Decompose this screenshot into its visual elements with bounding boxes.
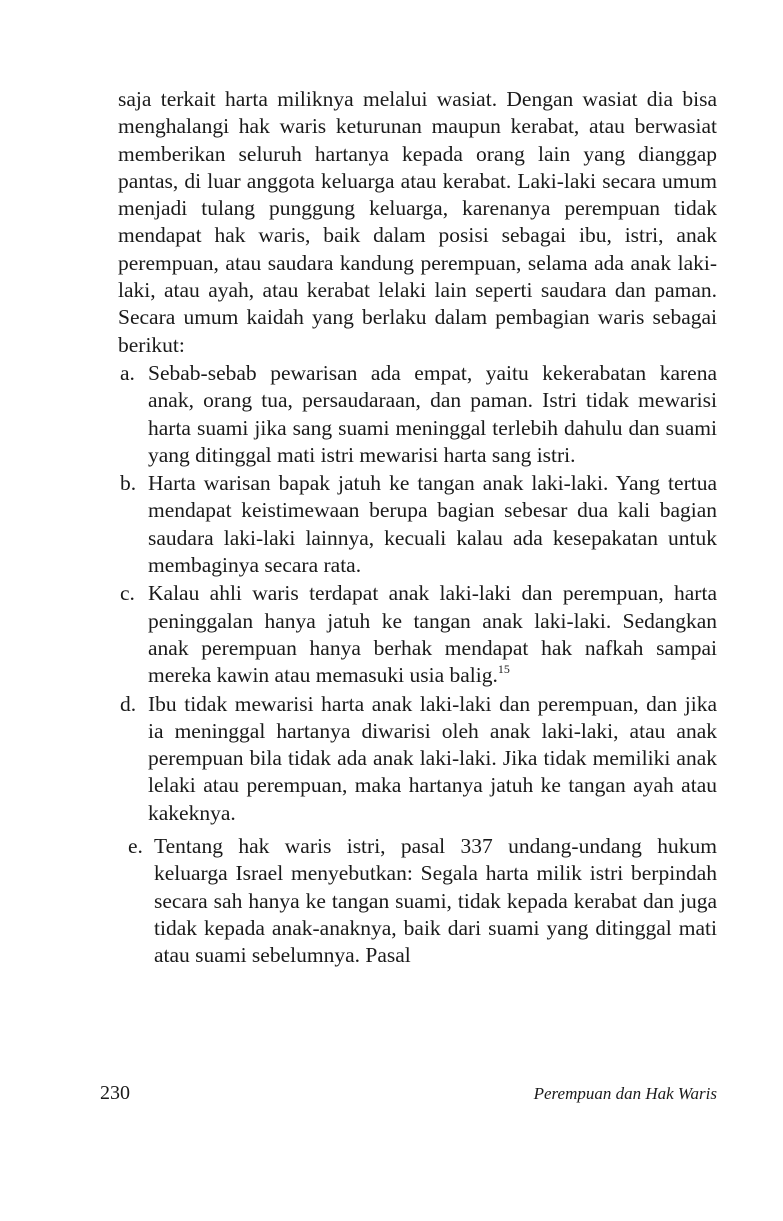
page-number: 230 — [100, 1082, 130, 1104]
list-marker: e. — [128, 834, 143, 859]
list-marker: d. — [120, 691, 137, 716]
list-item-text: Sebab-sebab pewarisan ada empat, yaitu kekerabatan karena anak, orang tua, persaudaraan, dan paman. Istri tidak mewarisi harta suami jika sang suami meninggal terlebih dahulu dan suami yang ditinggal mati istri mewarisi harta sang istri. — [148, 360, 717, 467]
list-item-a — [118, 360, 717, 469]
list-item-e — [118, 833, 717, 969]
list-item-c — [118, 580, 717, 689]
footnote-reference[interactable]: 15 — [497, 662, 510, 677]
intro-paragraph: saja terkait harta miliknya melalui wasiat. Dengan wasiat dia bisa menghalangi hak waris keturunan maupun kerabat, atau berwasiat memberikan seluruh hartanya kepada orang lain yang dianggap pantas, di luar anggota keluarga atau kerabat. Laki-laki secara umum menjadi tulang punggung keluarga, karenanya perempuan tidak mendapat hak waris, baik dalam posisi sebagai ibu, istri, anak perempuan, atau saudara kandung perempuan, selama ada anak laki-laki, atau ayah, atau kerabat lelaki lain seperti saudara dan paman. Secara umum kaidah yang berlaku dalam pembagian waris sebagai berikut: — [118, 87, 717, 357]
body-text — [118, 86, 717, 970]
list-item-text: Kalau ahli waris terdapat anak laki-laki dan perempuan, harta peninggalan hanya jatuh ke tangan anak laki-laki. Sedangkan anak perempuan hanya berhak mendapat hak nafkah sampai mereka kawin atau memasuki usia balig. — [148, 581, 717, 688]
list-item-text: Tentang hak waris istri, pasal 337 undang-undang hukum keluarga Israel menyebutkan: Segala harta milik istri berpindah secara sah hanya ke tangan suami, tidak kepada kerabat dan juga tidak kepada anak-anaknya, baik dari suami yang ditinggal mati atau suami sebelumnya. Pasal — [154, 834, 717, 968]
inheritance-rules-list — [118, 360, 717, 970]
list-item-text: Ibu tidak mewarisi harta anak laki-laki dan perempuan, dan jika ia meninggal hartanya diwarisi oleh anak laki-laki, atau anak perempuan bila tidak ada anak laki-laki. Jika tidak memiliki anak lelaki atau perempuan, maka hartanya jatuh ke tangan ayah atau kakeknya. — [148, 691, 717, 825]
list-marker: b. — [120, 471, 137, 496]
list-marker: c. — [120, 581, 135, 606]
running-title: Perempuan dan Hak Waris — [533, 1084, 717, 1103]
list-item-b — [118, 470, 717, 579]
list-item-d — [118, 691, 717, 827]
list-item-text: Harta warisan bapak jatuh ke tangan anak laki-laki. Yang tertua mendapat keistimewaan berupa bagian sebesar dua kali bagian saudara laki-laki lainnya, kecuali kalau ada kesepakatan untuk membaginya secara rata. — [148, 471, 717, 578]
list-marker: a. — [120, 360, 135, 385]
